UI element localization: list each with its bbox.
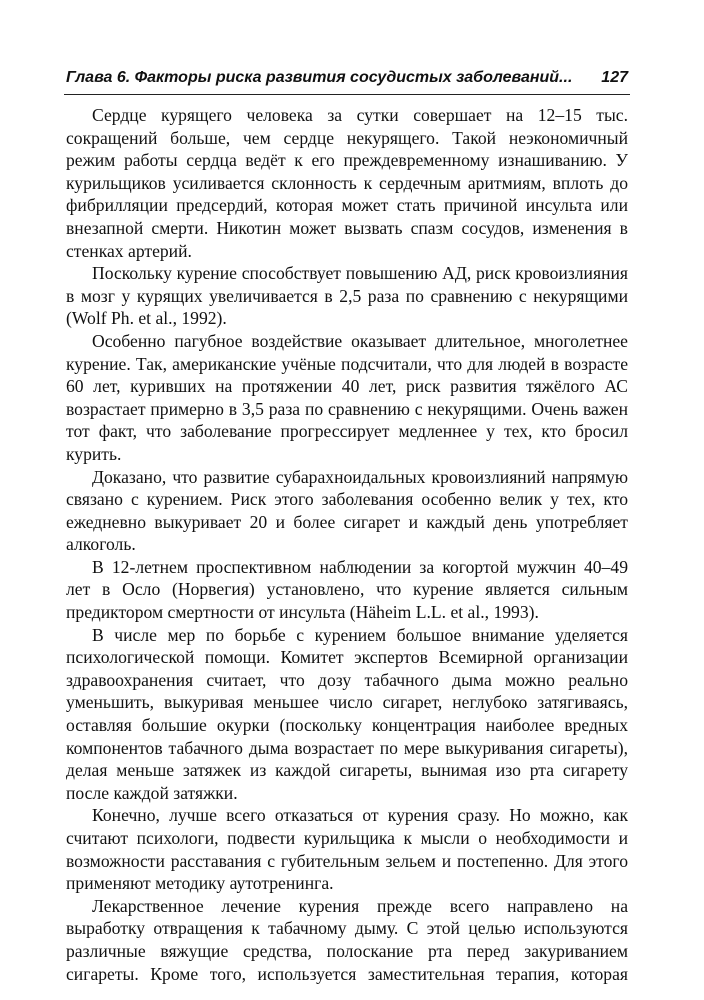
- body-text: [66, 104, 628, 985]
- paragraph: В 12-летнем проспективном наблюдении за когортой мужчин 40–49 лет в Осло (Норвегия) установлено, что курение является сильным предиктором смертности от инсульта (Häheim L.L. et al., 1993).: [66, 556, 628, 623]
- paragraph: Лекарственное лечение курения прежде всего направлено на выработку отвращения к табачному дыму. С этой целью используются различные вяжущие средства, полоскание рта перед закуриванием сигареты. Кроме того, используется заместительная терапия, которая: [66, 895, 628, 984]
- paragraph: Особенно пагубное воздействие оказывает длительное, многолетнее курение. Так, американские учёные подсчитали, что для людей в возрасте 60 лет, куривших на протяжении 40 лет, риск развития тяжёлого АС возрастает примерно в 3,5 раза по сравнению с некурящими. Очень важен тот факт, что заболевание прогрессирует медленнее у тех, кто бросил курить.: [66, 330, 628, 464]
- running-header: [64, 64, 630, 95]
- paragraph: Конечно, лучше всего отказаться от курения сразу. Но можно, как считают психологи, подвести курильщика к мысли о необходимости и возможности расставания с губительным зельем и постепенно. Для этого применяют методику аутотренинга.: [66, 805, 628, 894]
- running-title: Глава 6. Факторы риска развития сосудистых заболеваний...: [66, 69, 573, 86]
- paragraph: Сердце курящего человека за сутки совершает на 12–15 тыс. сокращений больше, чем сердце некурящего. Такой неэкономичный режим работы сердца ведёт к его преждевременному изнашиванию. У курильщиков усиливается склонность к сердечным аритмиям, вплоть до фибрилляции предсердий, которая может стать причиной инсульта или внезапной смерти. Никотин может вызвать спазм сосудов, изменения в стенках артерий.: [66, 105, 628, 261]
- paragraph: Доказано, что развитие субарахноидальных кровоизлияний напрямую связано с курением. Риск этого заболевания особенно велик у тех, кто ежедневно выкуривает 20 и более сигарет и каждый день употребляет алкоголь.: [66, 466, 628, 555]
- paragraph: Поскольку курение способствует повышению АД, риск кровоизлияния в мозг у курящих увеличивается в 2,5 раза по сравнению с некурящими (Wolf Ph. et al., 1992).: [66, 263, 628, 329]
- page-number: 127: [601, 69, 628, 86]
- paragraph: В числе мер по борьбе с курением большое внимание уделяется психологической помощи. Комитет экспертов Всемирной организации здравоохранения считает, что дозу табачного дыма можно реально уменьшить, выкуривая меньшее число сигарет, неглубоко затягиваясь, оставляя большие окурки (поскольку концентрация наиболее вредных компонентов табачного дыма возрастает по мере выкуривания сигареты), делая меньше затяжек из каждой сигареты, вынимая изо рта сигарету после каждой затяжки.: [66, 624, 628, 803]
